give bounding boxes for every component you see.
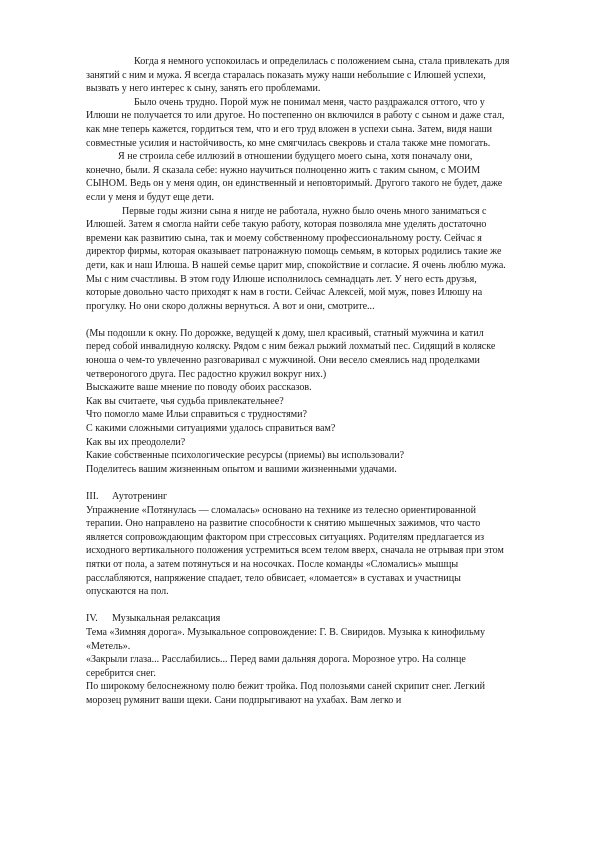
story-paragraph-1: Когда я немного успокоилась и определилась с положением сына, стала привлекать для занятий с ним и мужа. Я всегда старалась показать мужу наши небольшие с Илюшей успехи, вызвать у него интерес к сыну, занять его проблемами. [86,56,510,95]
spacer [86,476,510,490]
section-4-title: Музыкальная релаксация [112,613,221,625]
section-4-line-3: По широкому белоснежному полю бежит тройка. Под полозьями саней скрипит снег. Легкий морозец румянит ваши щеки. Сани подпрыгивают на ухабах. Вам легко и [86,681,485,706]
question-1: Выскажите ваше мнение по поводу обоих рассказов. [86,382,312,394]
question-3: Что помогло маме Ильи справиться с трудностями? [86,409,307,421]
question-5: Как вы их преодолели? [86,436,186,448]
section-3-heading [86,490,510,504]
question-2: Как вы считаете, чья судьба привлекательнее? [86,395,284,407]
story-paragraph-2: Было очень трудно. Порой муж не понимал меня, часто раздражался оттого, что у Илюши не получается то или другое. Но постепенно он включился в работу с сыном и даже стал, как мне теперь кажется, гордиться тем, что и его труд вложен в успехи сына. Затем, видя наши совместные усилия и настойчивость, ко мне смягчилась свекровь и стала также мне помогать. [86,96,505,149]
spacer [86,599,510,613]
section-4-heading [86,612,510,626]
story-paragraph-3: Я не строила себе иллюзий в отношении будущего моего сына, хотя поначалу они, конечно, были. Я сказала себе: нужно научиться полноценно жить с таким сыном, с МОИМ СЫНОМ. Ведь он у меня один, он единственный и неповторимый. Другого такого не будет, даже если у меня и будут еще дети. [86,151,503,203]
question-6: Какие собственные психологические ресурсы (приемы) вы использовали? [86,450,405,462]
section-4-line-1: Тема «Зимняя дорога». Музыкальное сопровождение: Г. В. Свиридов. Музыка к кинофильму «Метель». [86,626,485,652]
question-4: С какими сложными ситуациями удалось справиться вам? [86,423,336,435]
question-7: Поделитесь вашим жизненным опытом и вашими жизненными удачами. [86,463,397,475]
section-4-line-2: «Закрыли глаза... Расслабились... Перед вами дальняя дорога. Морозное утро. На солнце серебрится снег. [86,654,466,679]
scene-note: (Мы подошли к окну. По дорожке, ведущей к дому, шел красивый, статный мужчина и катил перед собой инвалидную коляску. Рядом с ним бежал рыжий лохматый пес. Сидящий в коляске юноша о чем-то увлеченно разговаривал с мужчиной. Они весело смеялись над проделками четвероногого друга. Пес радостно кружил вокруг них.) [86,327,496,380]
section-3-title: Аутотренинг [112,491,168,502]
spacer [86,313,510,327]
section-3-number: III. [86,491,99,502]
story-paragraph-4: Первые годы жизни сына я нигде не работала, нужно было очень много заниматься с Илюшей. Затем я смогла найти себе такую работу, которая позволяла мне уделять достаточно времени как развитию сына, так и моему собственному профессиональному росту. Сейчас я директор фирмы, которая оказывает патронажную помощь семьям, в которых родились такие же дети, как и наш Илюша. В нашей семье царит мир, спокойствие и согласие. Я очень люблю мужа. Мы с ним счастливы. В этом году Илюше исполнилось семнадцать лет. У него есть друзья, которые довольно часто приходят к нам в гости. Сейчас Алексей, мой муж, повез Илюшу на прогулку. Но они скоро должны вернуться. А вот и они, смотрите... [86,205,506,312]
section-3-text: Упражнение «Потянулась — сломалась» основано на технике из телесно ориентированной терапии. Оно направлено на развитие способности к снятию мышечных зажимов, что часто является сопровождающим фактором при стрессовых ситуациях. Родителям предлагается из исходного вертикального положения устремиться всем телом вверх, сначала не отрывая при этом пятки от пола, а затем потянуться и на носочках. После команды «Сломались» мышцы расслабляются, напряжение спадает, тело обвисает, «ломается» в суставах и участницы опускаются на пол. [86,504,504,598]
section-4-number: IV. [86,613,98,625]
document-body [86,55,510,708]
